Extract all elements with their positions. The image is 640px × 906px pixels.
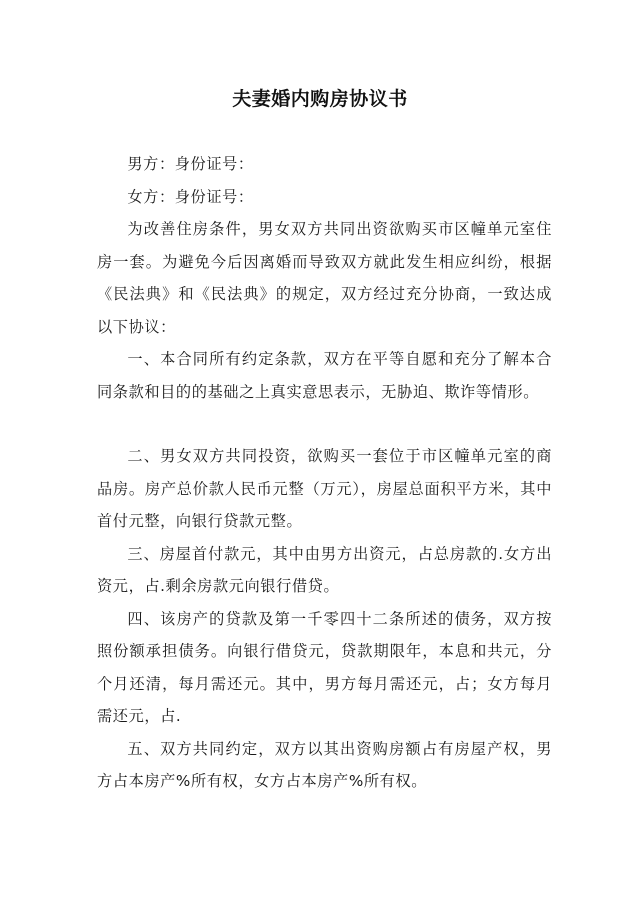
paragraph-male-party: 男方：身份证号： [127, 155, 254, 173]
paragraph-clause-2: 二、男女双方共同投资，欲购买一套位于市区幢单元室的商品房。房产总价款人民币元整（万元），房屋总面积平方米，其中首付元整，向银行贷款元整。 [97, 447, 552, 530]
paragraph-clause-4: 四、该房产的贷款及第一千零四十二条所述的债务，双方按照份额承担债务。向银行借贷元，贷款期限年，本息和共元，分个月还清，每月需还元。其中，男方每月需还元，占；女方每月需还元，占. [97, 609, 552, 725]
paragraph-preamble: 为改善住房条件，男女双方共同出资欲购买市区幢单元室住房一套。为避免今后因离婚而导致双方就此发生相应纠纷，根据《民法典》和《民法典》的规定，双方经过充分协商，一致达成以下协议： [97, 220, 552, 336]
paragraph-clause-5: 五、双方共同约定，双方以其出资购房额占有房屋产权，男方占本房产%所有权，女方占本房产%所有权。 [97, 739, 552, 790]
paragraph-clause-1: 一、本合同所有约定条款，双方在平等自愿和充分了解本合同条款和目的的基础之上真实意思表示，无胁迫、欺诈等情形。 [97, 350, 552, 401]
paragraph-clause-3: 三、房屋首付款元，其中由男方出资元，占总房款的.女方出资元，占.剩余房款元向银行借贷。 [97, 544, 552, 595]
document-title: 夫妻婚内购房协议书 [232, 88, 408, 110]
paragraph-female-party: 女方：身份证号： [127, 187, 254, 206]
document-body [97, 148, 552, 798]
